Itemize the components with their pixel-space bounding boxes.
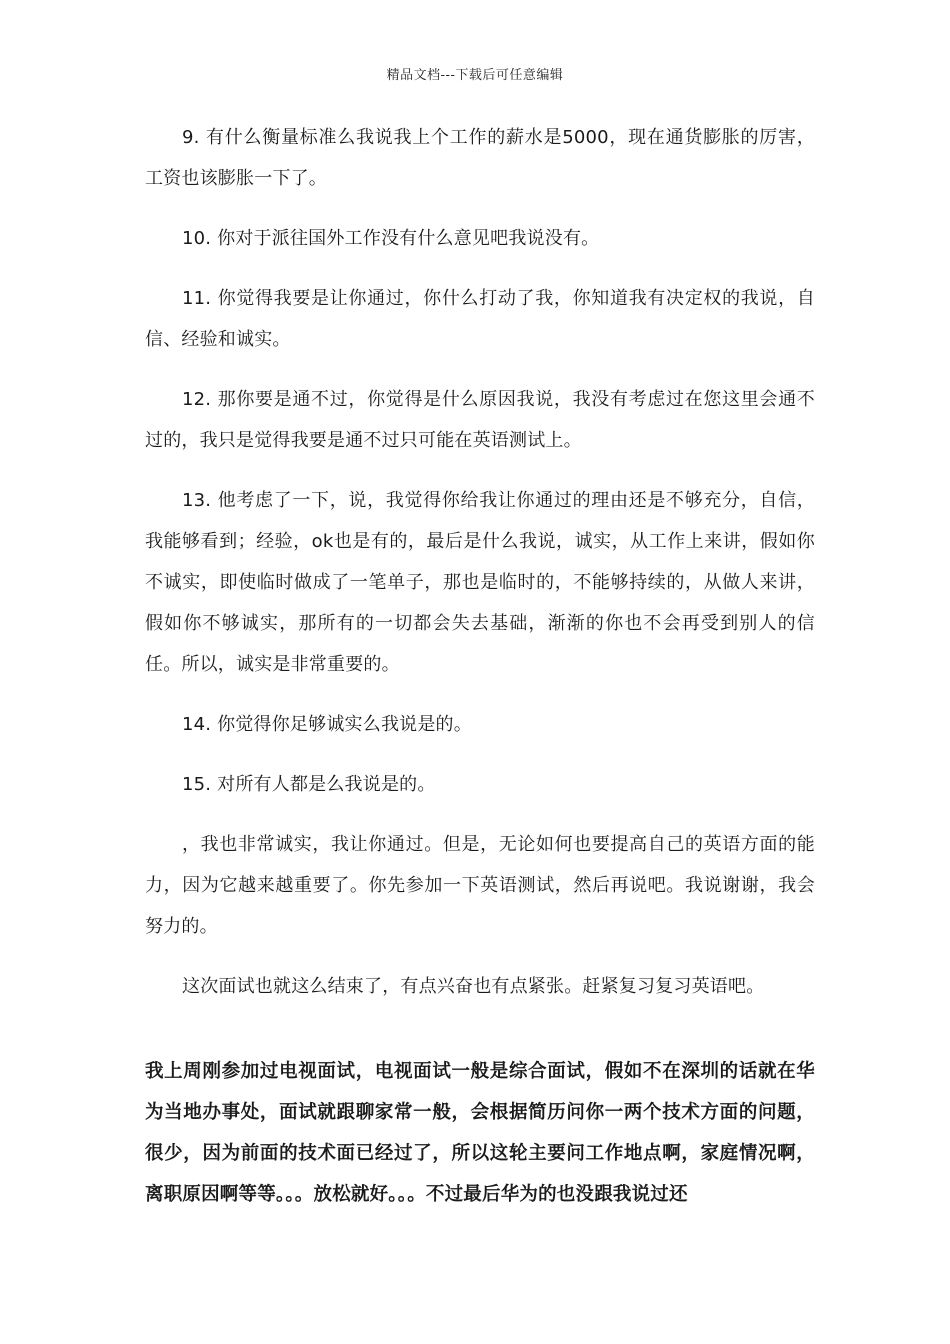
paragraph-11: 11. 你觉得我要是让你通过，你什么打动了我，你知道我有决定权的我说，自信、经验和诚实。: [145, 288, 815, 350]
paragraph-10: 10. 你对于派往国外工作没有什么意见吧我说没有。: [182, 228, 600, 249]
paragraph-ending: 这次面试也就这么结束了，有点兴奋也有点紧张。赶紧复习复习英语吧。: [182, 976, 765, 997]
paragraph-15: 15. 对所有人都是么我说是的。: [182, 774, 436, 795]
paragraph-13: 13. 他考虑了一下，说，我觉得你给我让你通过的理由还是不够充分，自信，我能够看到；经验，ok也是有的，最后是什么我说，诚实，从工作上来讲，假如你不诚实，即使临时做成了一笔单子，那也是临时的，不能够持续的，从做人来讲，假如你不够诚实，那所有的一切都会失去基础，渐渐的你也不会再受到别人的信任。所以，诚实是非常重要的。: [145, 490, 815, 675]
paragraph-conclusion: ，我也非常诚实，我让你通过。但是，无论如何也要提高自己的英语方面的能力，因为它越来越重要了。你先参加一下英语测试，然后再说吧。我说谢谢，我会努力的。: [145, 834, 815, 937]
page-header-watermark: 精品文档---下载后可任意编辑: [386, 68, 564, 83]
paragraph-9: 9. 有什么衡量标准么我说我上个工作的薪水是5000，现在通货膨胀的厉害，工资也该膨胀一下了。: [145, 127, 815, 189]
paragraph-14: 14. 你觉得你足够诚实么我说是的。: [182, 714, 472, 735]
document-body: [145, 117, 815, 1215]
paragraph-tv-interview: 我上周刚参加过电视面试，电视面试一般是综合面试，假如不在深圳的话就在华为当地办事处，面试就跟聊家常一般，会根据简历问你一两个技术方面的问题，很少，因为前面的技术面已经过了，所以这轮主要问工作地点啊，家庭情况啊，离职原因啊等等。。。放松就好。。。不过最后华为的也没跟我说过还: [145, 1061, 815, 1205]
paragraph-12: 12. 那你要是通不过，你觉得是什么原因我说，我没有考虑过在您这里会通不过的，我只是觉得我要是通不过只可能在英语测试上。: [145, 389, 815, 451]
